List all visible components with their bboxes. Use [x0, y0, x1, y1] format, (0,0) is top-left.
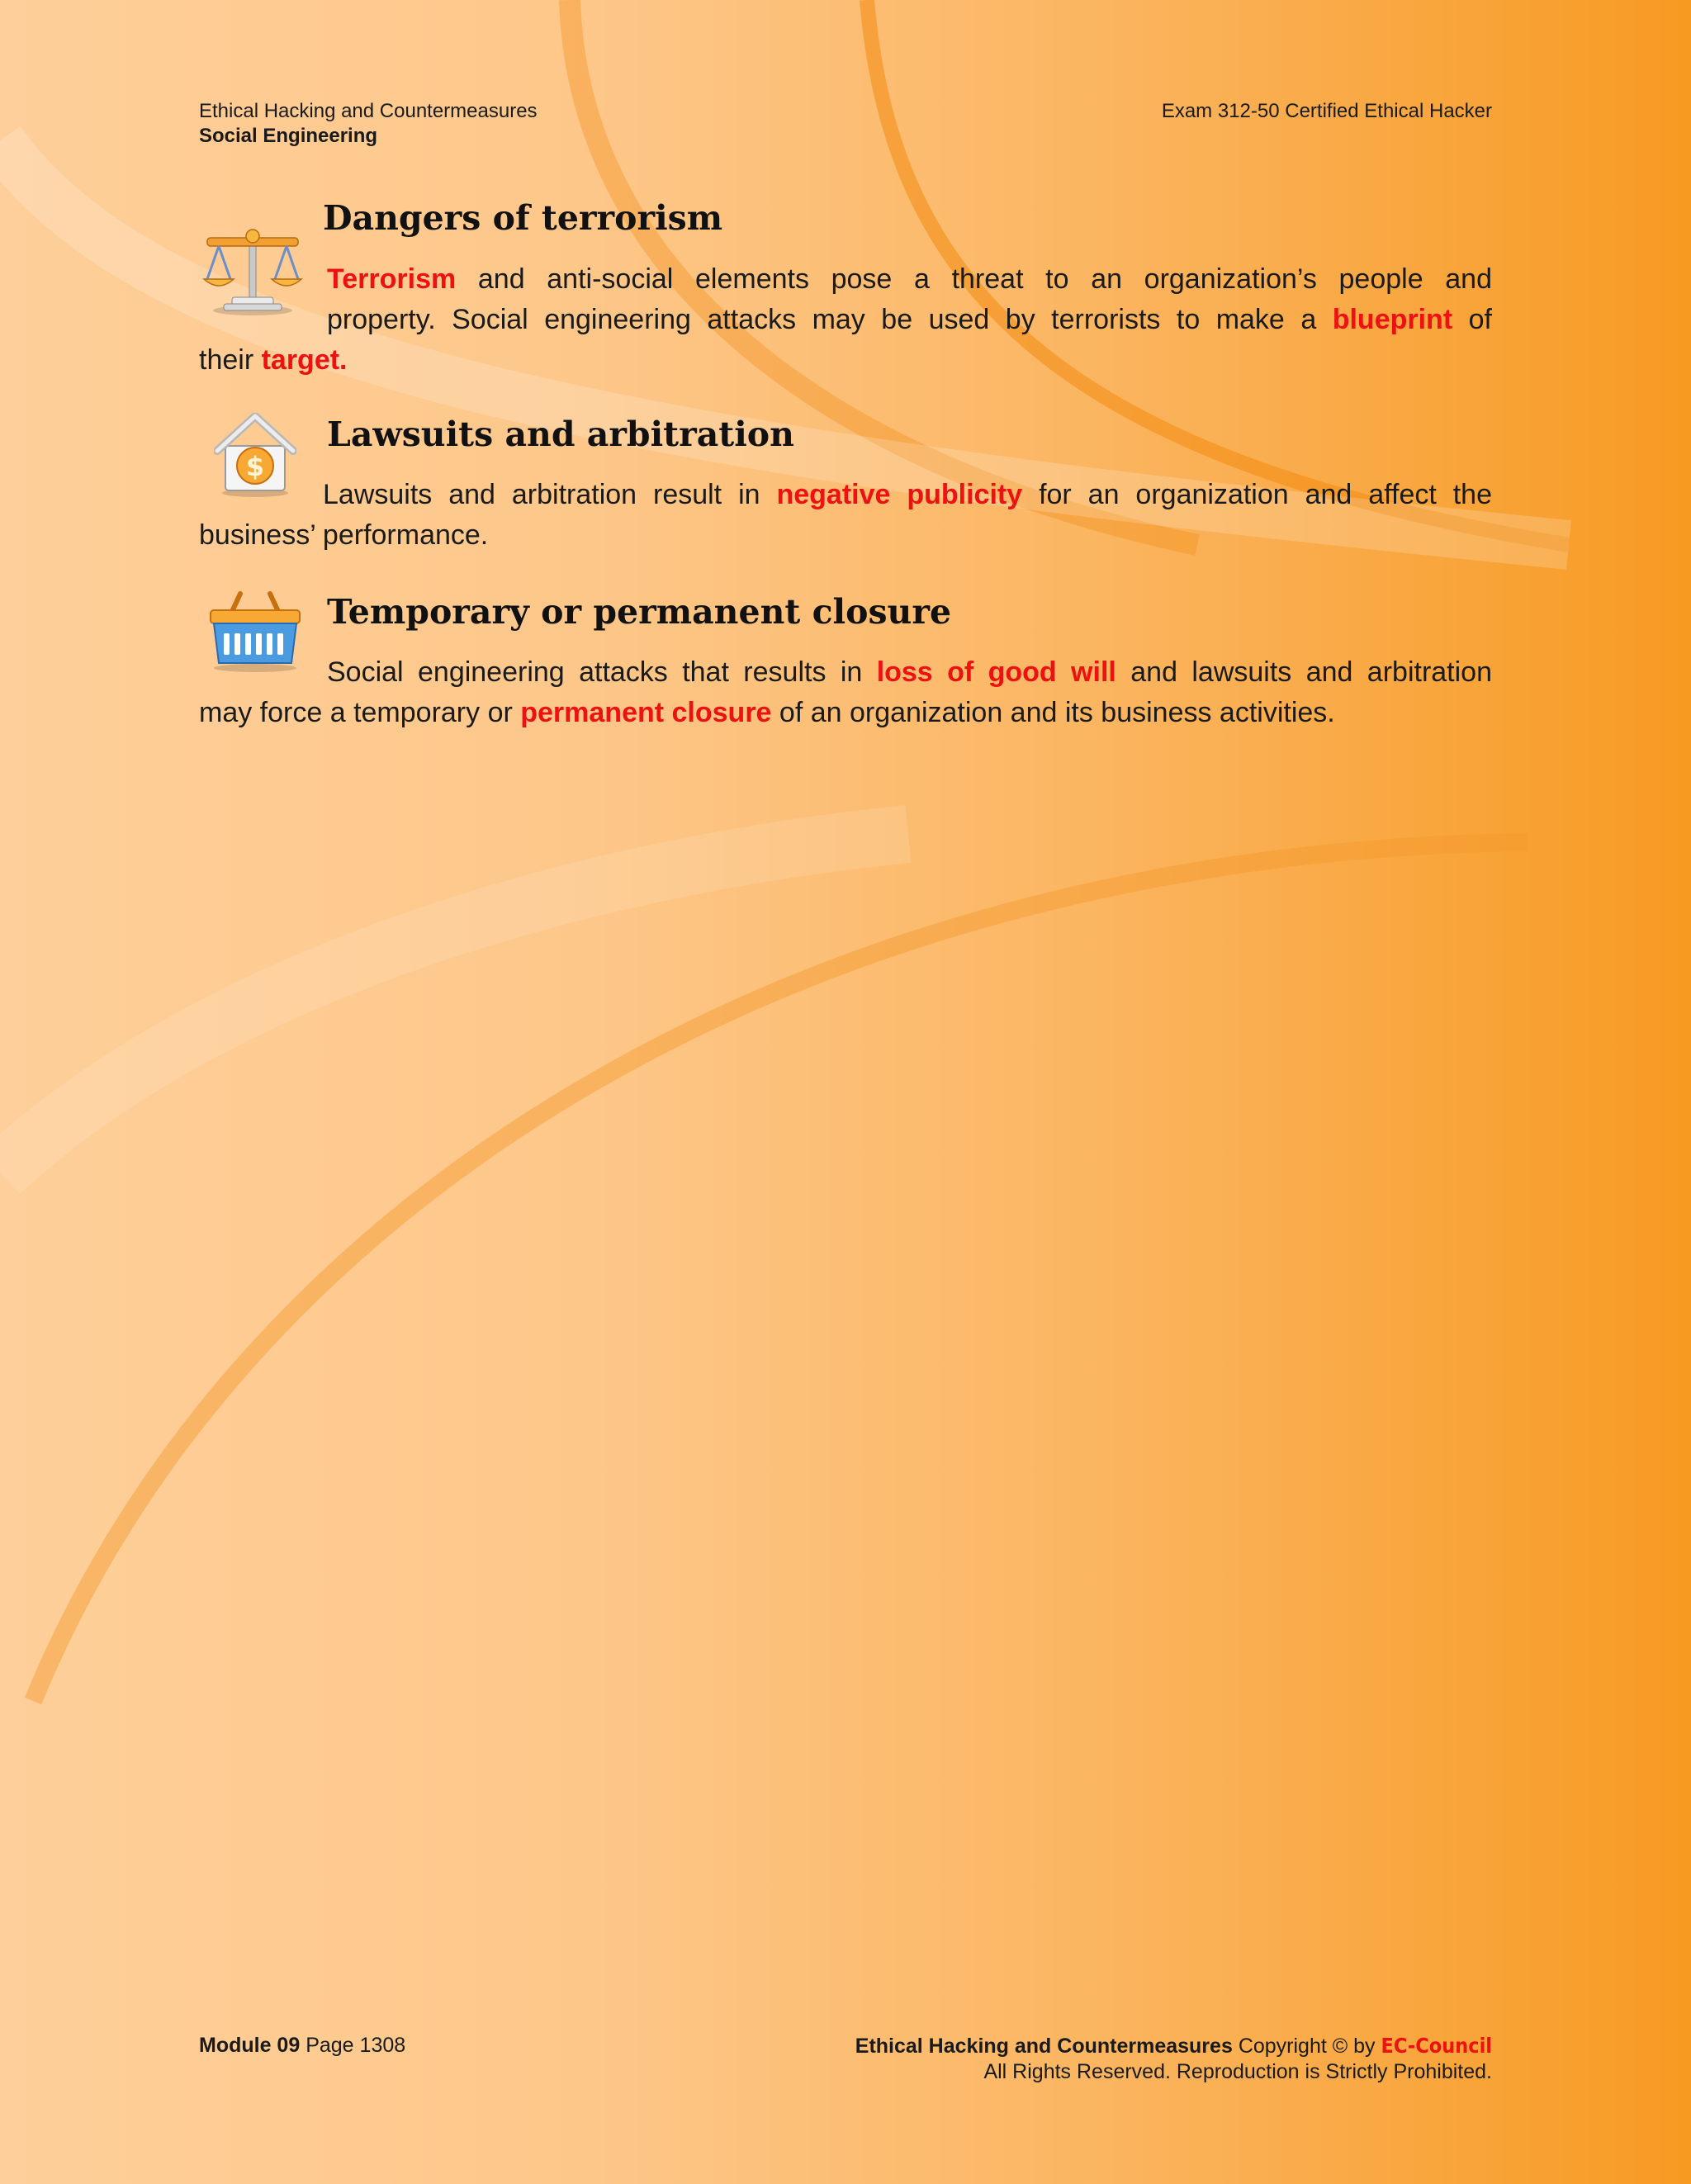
paragraph-text: of: [1452, 304, 1492, 335]
highlight-term: negative publicity: [776, 479, 1023, 510]
ec-council-logo: EC-Council: [1381, 2034, 1492, 2058]
paragraph-text: their: [199, 344, 262, 376]
page-footer-left: [199, 2033, 405, 2058]
paragraph-text: business’ performance.: [199, 519, 489, 551]
section-paragraph: [199, 652, 1492, 733]
paragraph-text: property. Social engineering attacks may be used by terrorists to make a: [327, 304, 1333, 335]
footer-copyright-title: Ethical Hacking and Countermeasures: [855, 2035, 1233, 2058]
highlight-term: loss of good will: [876, 656, 1116, 688]
paragraph-text: Social engineering attacks that results in: [327, 656, 877, 688]
highlight-term: Terrorism: [327, 263, 457, 295]
document-page: [199, 0, 1492, 2184]
paragraph-text: of an organization and its business activities.: [771, 697, 1335, 728]
highlight-term: target.: [261, 344, 348, 376]
section-paragraph: [199, 475, 1492, 556]
header-course-title: Ethical Hacking and Countermeasures: [199, 100, 538, 122]
page-header-left: [199, 99, 538, 149]
highlight-term: permanent closure: [520, 697, 772, 728]
footer-page-number: Page 1308: [306, 2034, 406, 2057]
page-footer-right: [855, 2033, 1492, 2085]
highlight-term: blueprint: [1332, 304, 1453, 335]
header-module-title: Social Engineering: [199, 125, 378, 147]
paragraph-text: for an organization and affect the: [1022, 479, 1492, 510]
footer-module: Module 09: [199, 2034, 301, 2057]
paragraph-text: Lawsuits and arbitration result in: [323, 479, 777, 510]
section-paragraph: [199, 259, 1492, 381]
svg-text:$: $: [245, 451, 265, 482]
section-heading: Temporary or permanent closure: [327, 592, 952, 632]
paragraph-text: and lawsuits and arbitration: [1115, 656, 1492, 688]
footer-copyright-text: Copyright © by: [1238, 2035, 1376, 2058]
paragraph-text: and anti-social elements pose a threat to an organization’s people and: [456, 263, 1492, 295]
footer-rights: All Rights Reserved. Reproduction is Strictly Prohibited.: [983, 2060, 1492, 2083]
header-exam-title: Exam 312-50 Certified Ethical Hacker: [1161, 100, 1492, 122]
paragraph-text: may force a temporary or: [199, 697, 521, 728]
section-heading: Lawsuits and arbitration: [327, 415, 794, 454]
section-heading: Dangers of terrorism: [323, 198, 723, 238]
